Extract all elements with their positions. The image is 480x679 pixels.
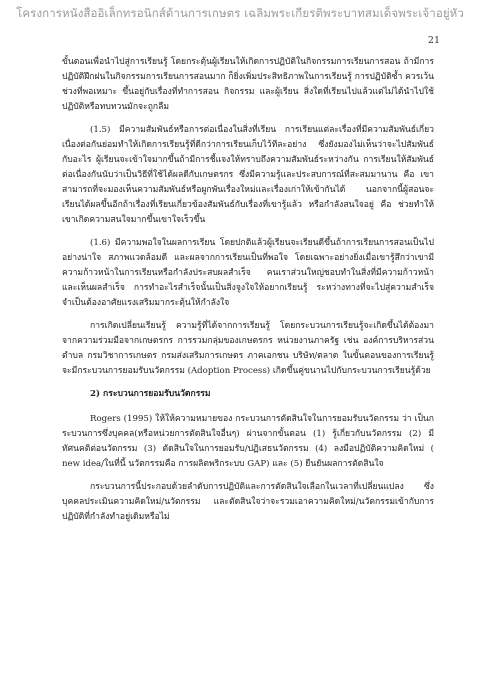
paragraph-1-6: (1.6) มีความพอใจในผลการเรียน โดยปกติแล้วผู้เรียนจะเรียนดีขึ้นถ้าการเรียนการสอนเป็นไปอย่างน่าใจ สภาพแวดล้อมดี และผลจากการเรียนเป็นที่พอใจ โดยเฉพาะอย่างยิ่งเมื่อเขารู้สึกว่าเขามีความก้าวหน้าในการเรียนหรือกำลังประสบผลสำเร็จ คนเราส่วนใหญ่ชอบทำในสิ่งที่มีความก้าวหน้าและเห็นผลสำเร็จ การทำอะไรสำเร็จนั้นเป็นสิ่งจูงใจให้อยากเรียนรู้ ระหว่างทางที่จะไปสู่ความสำเร็จ จำเป็นต้องอาศัยแรงเสริมมากระตุ้นให้กำลังใจ [62, 238, 434, 308]
running-header: โครงการหนังสืออิเล็กทรอนิกส์ด้านการเกษตร เฉลิมพระเกียรติพระบาทสมเด็จพระเจ้าอยู่หัว [16, 6, 464, 20]
paragraph-learning: การเกิดเปลี่ยนเรียนรู้ ความรู้ที่ได้จากการเรียนรู้ โดยกระบวนการเรียนรู้จะเกิดขึ้นได้ต้องมาจากความร่วมมือจากเกษตรกร การรวมกลุ่มของเกษตรกร หน่วยงานภาครัฐ เช่น องค์การบริหารส่วนตำบล กรมวิชาการเกษตร กรมส่งเสริมการเกษตร ภาคเอกชน บริษัท/ตลาด ในขั้นตอนของการเรียนรู้ จะมีกระบวนการยอมรับนวัตกรรม (Adoption Process) เกิดขึ้นคู่ขนานไปกับกระบวนการเรียนรู้ด้วย [62, 321, 434, 376]
paragraph-process: กระบวนการนี้ประกอบด้วยลำดับการปฏิบัติและการตัดสินใจเลือกในเวลาที่เปลี่ยนแปลง ซึ่งบุคคลประเมินความคิดใหม่/นวัตกรรม และตัดสินใจว่าจะรวมเอาความคิดใหม่/นวัตกรรมเข้ากับการปฏิบัติที่กำลังทำอยู่เดิมหรือไม่ [62, 482, 434, 522]
paragraph-1-5: (1.5) มีความสัมพันธ์หรือการต่อเนื่องในสิ่งที่เรียน การเรียนแต่ละเรื่องที่มีความสัมพันธ์เกี่ยวเนื่องต่อกันย่อมทำให้เกิดการเรียนรู้ที่ดีกว่าการเรียนเก็บไว้ทีละอย่าง ซึ่งยังมองไม่เห็นว่าจะไปสัมพันธ์กับอะไร ผู้เรียนจะเข้าใจมากขึ้นถ้ามีการชี้แจงให้ทราบถึงความสัมพันธ์ระหว่างกัน การเรียนให้สัมพันธ์ต่อเนื่องกันนับว่าเป็นวิธีที่ใช้ได้ผลดีกับเกษตรกร ซึ่งมีความรู้และประสบการณ์ที่สะสมมานาน คือ เขาสามารถที่จะมองเห็นความสัมพันธ์หรือผูกพันเรื่องใหม่และเรื่องเก่าให้เข้ากันได้ นอกจากนี้ผู้สอนจะเรียนได้ผลขึ้นอีกถ้าเรื่องที่เรียนเกี่ยวข้องสัมพันธ์กับเรื่องที่เขารู้แล้ว หรือกำลังสนใจอยู่ คือ ช่วยทำให้เขาเกิดความสนใจมากขึ้นเขาใจเร็วขึ้น [62, 125, 434, 225]
body-text [62, 55, 434, 533]
section-heading: 2) กระบวนการยอมรับนวัตกรรม [90, 389, 211, 399]
page-number: 21 [427, 35, 440, 46]
paragraph-continuation: ขั้นตอนเพื่อนำไปสู่การเรียนรู้ โดยกระตุ้นผู้เรียนให้เกิดการปฏิบัติในกิจกรรมการเรียนการสอน ถ้ามีการปฏิบัติฝึกฝนในกิจกรรมการเรียนการสอนมาก ก็ยิ่งเพิ่มประสิทธิภาพในการเรียนรู้ การปฏิบัติซ้ำ ควรเว้นช่วงที่พอเหมาะ ขึ้นอยู่กับเรื่องที่ทำการสอน กิจกรรม และผู้เรียน สิ่งใดที่เรียนไปแล้วแต่ไม่ได้นำไปใช้ปฏิบัติหรือทบทวนมักจะถูกลืม [62, 57, 434, 112]
paragraph-rogers: Rogers (1995) ให้ให้ความหมายของ กระบวนการตัดสินใจในการยอมรับนวัตกรรม ว่า เป็นกระบวนการซึ่งบุคคล(หรือหน่วยการตัดสินใจอื่นๆ) ผ่านจากขั้นตอน (1) รู้เกี่ยวกับนวัตกรรม (2) มีทัศนคติต่อนวัตกรรม (3) ตัดสินใจในการยอมรับ/ปฏิเสธนวัตกรรม (4) ลงมือปฏิบัติความคิดใหม่ ( new idea/ในที่นี้ นวัตกรรมคือ การผลิตพริกระบบ GAP) และ (5) ยืนยันผลการตัดสินใจ [62, 414, 434, 469]
